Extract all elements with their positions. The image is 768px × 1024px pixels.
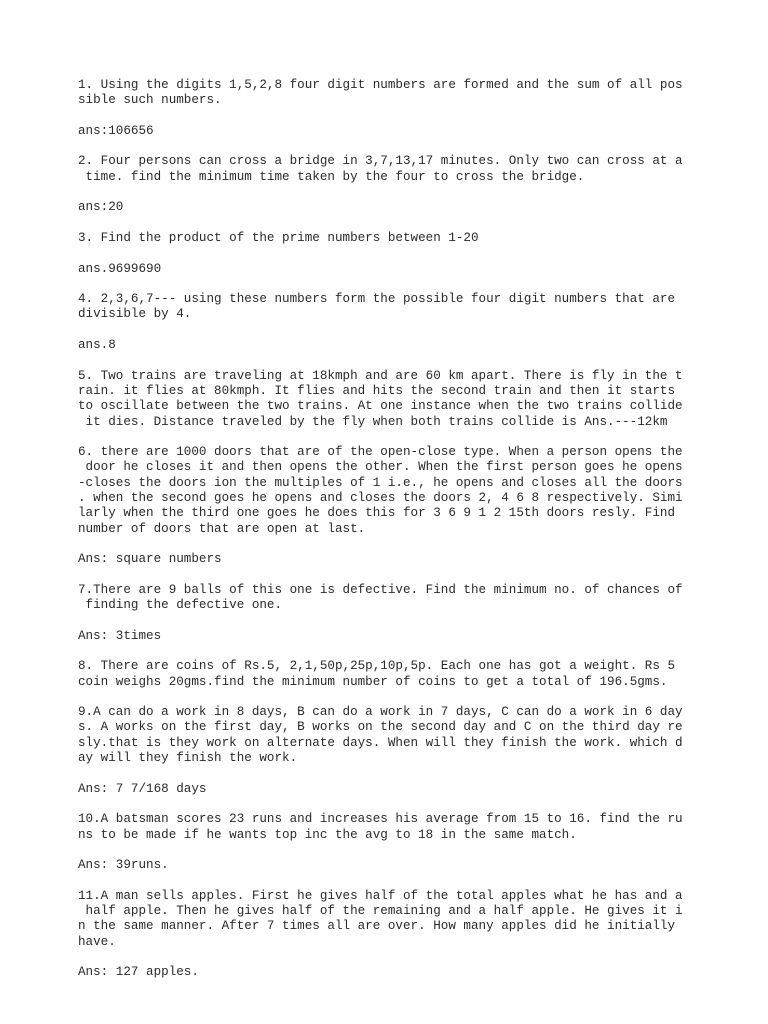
text-line: Ans: square numbers (78, 552, 222, 567)
document-paragraph (78, 124, 758, 139)
text-line: sible such numbers. (78, 93, 222, 108)
text-line: 1. Using the digits 1,5,2,8 four digit numbers are formed and the sum of all pos (78, 78, 683, 92)
document-paragraph (78, 629, 758, 644)
text-line: ans:106656 (78, 123, 154, 138)
document-paragraph (78, 262, 758, 277)
text-line: 5. Two trains are traveling at 18kmph and are 60 km apart. There is fly in the t (78, 368, 683, 383)
text-line: half apple. Then he gives half of the remaining and a half apple. He gives it i (78, 904, 683, 919)
document-paragraph (78, 858, 758, 873)
document-paragraph (78, 965, 758, 980)
document-paragraph (78, 812, 758, 843)
text-line: -closes the doors ion the multiples of 1 i.e., he opens and closes all the doors (78, 475, 683, 490)
text-line: Ans: 7 7/168 days (78, 781, 207, 796)
text-line: coin weighs 20gms.find the minimum number of coins to get a total of 196.5gms. (78, 674, 668, 689)
text-line: ans:20 (78, 200, 124, 215)
document-paragraph (78, 78, 758, 109)
text-line: Ans: 39runs. (78, 858, 169, 873)
document-paragraph (78, 659, 758, 690)
text-line: it dies. Distance traveled by the fly when both trains collide is Ans.---12km (78, 414, 668, 429)
document-paragraph (78, 369, 758, 430)
document-paragraph (78, 231, 758, 246)
text-line: n the same manner. After 7 times all are over. How many apples did he initially (78, 919, 676, 934)
text-line: 10.A batsman scores 23 runs and increases his average from 15 to 16. find the ru (78, 812, 683, 827)
document-paragraph (78, 583, 758, 614)
text-line: door he closes it and then opens the other. When the first person goes he opens (78, 460, 683, 475)
text-line: 7.There are 9 balls of this one is defective. Find the minimum no. of chances of (78, 582, 683, 597)
document-paragraph (78, 889, 758, 950)
text-line: ans.9699690 (78, 261, 162, 276)
text-line: time. find the minimum time taken by the four to cross the bridge. (78, 169, 585, 184)
document-paragraph (78, 338, 758, 353)
text-line: . when the second goes he opens and closes the doors 2, 4 6 8 respectively. Simi (78, 491, 683, 506)
text-line: Ans: 127 apples. (78, 965, 199, 980)
text-line: 4. 2,3,6,7--- using these numbers form the possible four digit numbers that are (78, 292, 676, 307)
text-line: ns to be made if he wants top inc the avg to 18 in the same match. (78, 827, 577, 842)
text-line: have. (78, 934, 116, 949)
text-line: 2. Four persons can cross a bridge in 3,7,13,17 minutes. Only two can cross at a (78, 154, 683, 169)
document-paragraph (78, 705, 758, 766)
document-paragraph (78, 200, 758, 215)
document-paragraph (78, 445, 758, 537)
document-paragraph (78, 292, 758, 323)
document-paragraph (78, 782, 758, 797)
text-line: divisible by 4. (78, 307, 192, 322)
text-line: ans.8 (78, 338, 116, 353)
text-line: 11.A man sells apples. First he gives half of the total apples what he has and a (78, 888, 683, 903)
text-line: 6. there are 1000 doors that are of the open-close type. When a person opens the (78, 445, 683, 460)
text-line: ay will they finish the work. (78, 751, 298, 766)
text-line: finding the defective one. (78, 598, 283, 613)
document-page (78, 78, 758, 996)
document-paragraph (78, 154, 758, 185)
text-line: s. A works on the first day, B works on the second day and C on the third day re (78, 720, 683, 735)
text-line: larly when the third one goes he does this for 3 6 9 1 2 15th doors resly. Find (78, 506, 676, 521)
text-line: 9.A can do a work in 8 days, B can do a work in 7 days, C can do a work in 6 day (78, 705, 683, 720)
document-paragraph (78, 552, 758, 567)
text-line: 3. Find the product of the prime numbers between 1-20 (78, 230, 479, 245)
text-line: 8. There are coins of Rs.5, 2,1,50p,25p,10p,5p. Each one has got a weight. Rs 5 (78, 659, 676, 674)
text-line: rain. it flies at 80kmph. It flies and hits the second train and then it starts (78, 383, 676, 398)
text-line: sly.that is they work on alternate days. When will they finish the work. which d (78, 735, 683, 750)
text-line: Ans: 3times (78, 628, 162, 643)
text-line: to oscillate between the two trains. At one instance when the two trains collide (78, 399, 683, 414)
text-line: number of doors that are open at last. (78, 521, 366, 536)
